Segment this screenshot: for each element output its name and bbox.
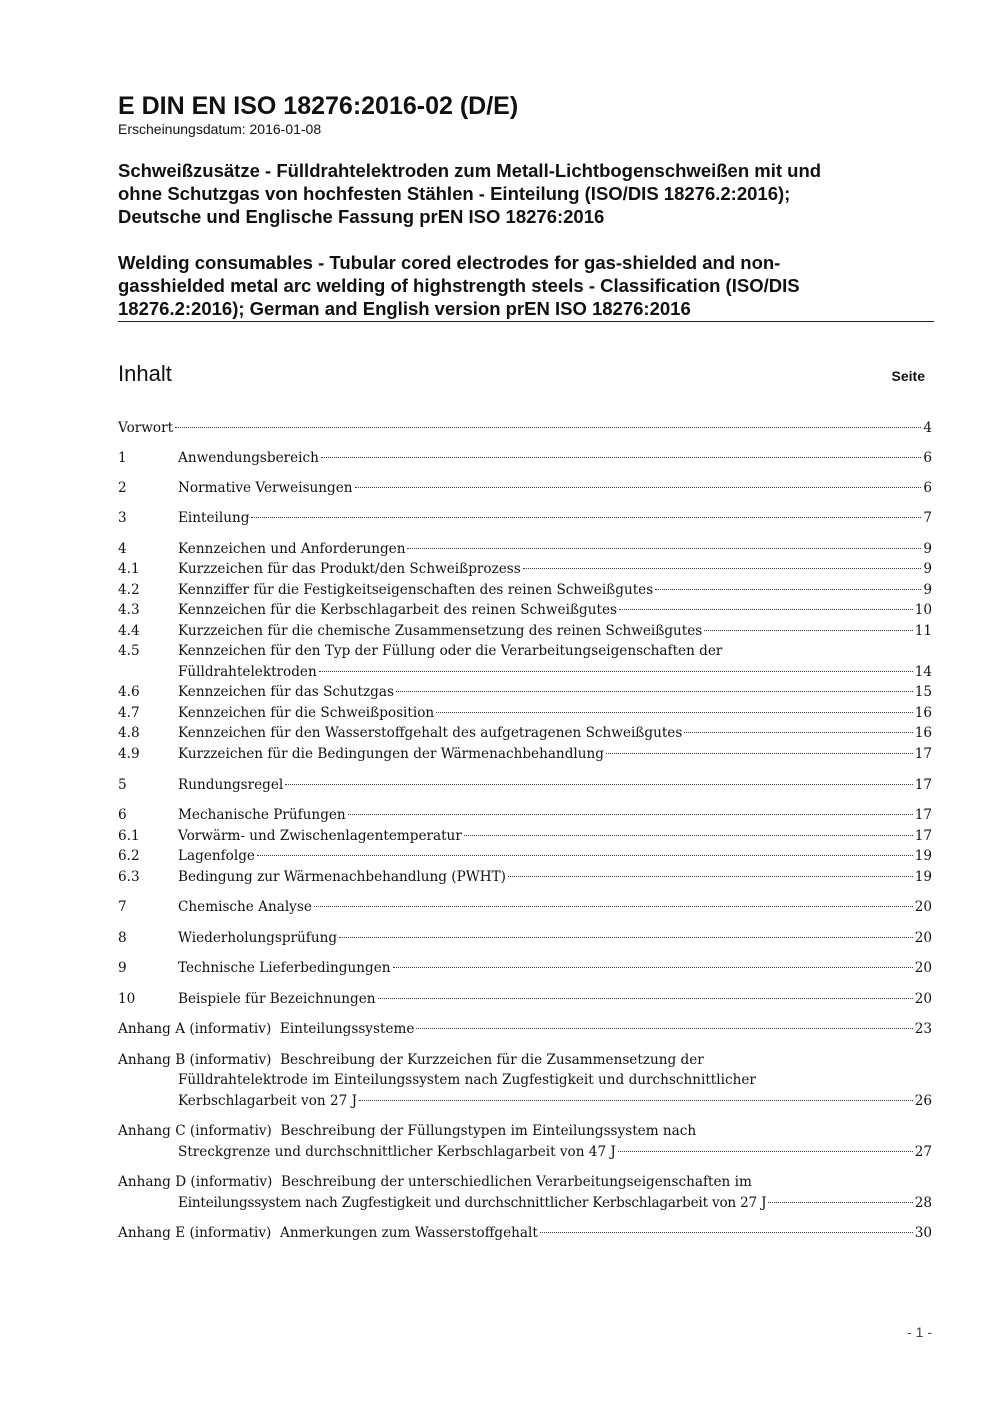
toc-leader (321, 457, 921, 458)
toc-leader (348, 814, 913, 815)
toc-entry-text: Anhang D (informativ) Beschreibung der unterschiedlichen Verarbeitungseigenschaften im (118, 1174, 752, 1190)
toc-entry-page: 16 (914, 705, 932, 721)
toc-leader (314, 906, 913, 907)
toc-leader (464, 835, 913, 836)
page-number: - 1 - (907, 1324, 932, 1340)
toc-entry-number: 4.3 (118, 602, 140, 618)
toc-entry-text: Kennzeichen für das Schutzgas (178, 684, 394, 700)
toc-entry-text: Kennzeichen und Anforderungen (178, 541, 406, 557)
toc-entry-page: 17 (914, 746, 932, 762)
toc-entry-page: 23 (914, 1021, 932, 1037)
toc-entry-text: Einteilung (178, 510, 250, 526)
toc-entry-number: 4.4 (118, 623, 140, 639)
toc-entry-page: 17 (914, 777, 932, 793)
toc-leader (378, 998, 913, 999)
toc-entry-text: Kerbschlagarbeit von 27 J (178, 1093, 358, 1109)
toc-entry-page: 20 (914, 960, 932, 976)
english-title-line: 18276.2:2016); German and English version prEN ISO 18276:2016 (118, 298, 691, 319)
toc-entry-page: 16 (914, 725, 932, 741)
toc-entry-text: Kennzeichen für den Typ der Füllung oder die Verarbeitungseigenschaften der (178, 643, 723, 659)
german-title-line: ohne Schutzgas von hochfesten Stählen - Einteilung (ISO/DIS 18276.2:2016); (118, 183, 791, 204)
toc-entry[interactable] (118, 775, 932, 795)
toc-entry-continuation[interactable] (178, 1193, 932, 1213)
toc-entry[interactable] (118, 928, 932, 948)
toc-entry-text: Anhang C (informativ) Beschreibung der Füllungstypen im Einteilungssystem nach (118, 1123, 697, 1139)
toc-entry-number: 10 (118, 991, 136, 1007)
toc-entry[interactable] (118, 744, 932, 764)
document-id: E DIN EN ISO 18276:2016-02 (D/E) (118, 92, 519, 120)
german-title (118, 159, 918, 228)
toc-entry-page: 7 (923, 510, 932, 526)
toc-entry-text: Kennzeichen für den Wasserstoffgehalt des aufgetragenen Schweißgutes (178, 725, 683, 741)
toc-leader (285, 784, 912, 785)
toc-leader (396, 691, 913, 692)
toc-entry-number: 4.2 (118, 582, 140, 598)
toc-entry-page: 9 (923, 561, 932, 577)
toc-leader (175, 427, 921, 428)
title-divider (118, 321, 934, 322)
toc-entry[interactable] (118, 641, 932, 661)
toc-entry[interactable] (118, 826, 932, 846)
toc-leader (355, 487, 922, 488)
toc-entry[interactable] (118, 559, 932, 579)
toc-entry-page: 30 (914, 1225, 932, 1241)
toc-leader (655, 589, 921, 590)
toc-entry-text: Streckgrenze und durchschnittlicher Kerbschlagarbeit von 47 J (178, 1144, 616, 1160)
german-title-line: Deutsche und Englische Fassung prEN ISO 18276:2016 (118, 206, 605, 227)
toc-entry-page: 17 (914, 828, 932, 844)
toc-entry-page: 20 (914, 930, 932, 946)
toc-entry-number: 2 (118, 480, 127, 496)
toc-entry-number: 6.2 (118, 848, 140, 864)
toc-entry-number: 4.6 (118, 684, 140, 700)
toc-entry-text: Einteilungssystem nach Zugfestigkeit und durchschnittlicher Kerbschlagarbeit von 27 J (178, 1195, 767, 1211)
toc-entry-number: 5 (118, 777, 127, 793)
toc-entry[interactable] (118, 1050, 932, 1070)
toc-entry[interactable] (118, 621, 932, 641)
toc-entry-text: Kurzzeichen für das Produkt/den Schweißprozess (178, 561, 521, 577)
toc-entry-text: Normative Verweisungen (178, 480, 353, 496)
toc-entry-number: 4.5 (118, 643, 140, 659)
toc-entry-continuation[interactable] (178, 1142, 932, 1162)
toc-entry[interactable] (118, 478, 932, 498)
toc-entry[interactable] (118, 723, 932, 743)
toc-entry-text: Technische Lieferbedingungen (178, 960, 391, 976)
toc-entry-text: Beispiele für Bezeichnungen (178, 991, 376, 1007)
toc-entry-text: Bedingung zur Wärmenachbehandlung (PWHT) (178, 869, 506, 885)
toc-entry[interactable] (118, 600, 932, 620)
toc-entry-continuation[interactable] (178, 1070, 932, 1090)
toc-entry-text: Mechanische Prüfungen (178, 807, 346, 823)
toc-entry[interactable] (118, 989, 932, 1009)
toc-entry-text: Kennziffer für die Festigkeitseigenschaften des reinen Schweißgutes (178, 582, 654, 598)
toc-entry-number: 4.9 (118, 746, 140, 762)
toc-entry-page: 20 (914, 991, 932, 1007)
toc-leader (768, 1202, 912, 1203)
toc-entry-page: 27 (914, 1144, 932, 1160)
toc-leader (436, 712, 913, 713)
toc-entry[interactable] (118, 897, 932, 917)
toc-entry-text: Vorwärm- und Zwischenlagentemperatur (178, 828, 462, 844)
toc-leader (339, 937, 913, 938)
toc-entry-page: 17 (914, 807, 932, 823)
toc-leader (257, 855, 913, 856)
toc-entry-text: Vorwort (118, 420, 174, 436)
toc-entry-text: Kurzzeichen für die Bedingungen der Wärmenachbehandlung (178, 746, 604, 762)
page-column-label: Seite (891, 368, 925, 384)
toc-leader (393, 967, 913, 968)
toc-entry-page: 26 (914, 1093, 932, 1109)
toc-leader (619, 609, 913, 610)
english-title-line: Welding consumables - Tubular cored electrodes for gas-shielded and non- (118, 252, 781, 273)
toc-leader (704, 630, 912, 631)
toc-entry-number: 6.1 (118, 828, 140, 844)
toc-leader (684, 732, 912, 733)
toc-entry-page: 9 (923, 541, 932, 557)
toc-entry[interactable] (118, 958, 932, 978)
toc-entry-number: 9 (118, 960, 127, 976)
toc-leader (359, 1100, 913, 1101)
toc-entry-page: 14 (914, 664, 932, 680)
toc-entry-page: 9 (923, 582, 932, 598)
toc-entry-text: Anhang B (informativ) Beschreibung der Kurzzeichen für die Zusammensetzung der (118, 1052, 704, 1068)
toc-entry-number: 8 (118, 930, 127, 946)
toc-leader (407, 548, 921, 549)
english-title (118, 251, 918, 320)
toc-entry[interactable] (118, 1172, 932, 1192)
toc-entry[interactable] (118, 1223, 932, 1243)
toc-entry-text: Chemische Analyse (178, 899, 312, 915)
toc-entry-number: 1 (118, 450, 127, 466)
toc-entry[interactable] (118, 418, 932, 438)
toc-entry-number: 4 (118, 541, 127, 557)
toc-entry-text: Kennzeichen für die Schweißposition (178, 705, 435, 721)
toc-entry[interactable] (118, 867, 932, 887)
toc-leader (319, 671, 913, 672)
toc-entry-text: Lagenfolge (178, 848, 255, 864)
toc-entry[interactable] (118, 539, 932, 559)
toc-entry-page: 19 (914, 869, 932, 885)
german-title-line: Schweißzusätze - Fülldrahtelektroden zum Metall-Lichtbogenschweißen mit und (118, 160, 822, 181)
toc-entry-text: Rundungsregel (178, 777, 284, 793)
toc-entry[interactable] (118, 508, 932, 528)
toc-entry-number: 4.1 (118, 561, 140, 577)
toc-entry-text: Kennzeichen für die Kerbschlagarbeit des reinen Schweißgutes (178, 602, 617, 618)
toc-entry-page: 10 (914, 602, 932, 618)
toc-entry-number: 6.3 (118, 869, 140, 885)
toc-entry-text: Anhang E (informativ) Anmerkungen zum Wasserstoffgehalt (118, 1225, 538, 1241)
toc-entry-continuation[interactable] (178, 1091, 932, 1111)
toc-entry-number: 4.7 (118, 705, 140, 721)
toc-leader (523, 568, 922, 569)
toc-leader (508, 876, 913, 877)
toc-entry-number: 3 (118, 510, 127, 526)
toc-leader (251, 517, 921, 518)
toc-entry[interactable] (118, 805, 932, 825)
toc-leader (416, 1028, 912, 1029)
toc-entry-page: 4 (923, 420, 932, 436)
toc-entry-page: 11 (914, 623, 932, 639)
english-title-line: gasshielded metal arc welding of highstrength steels - Classification (ISO/DIS (118, 275, 800, 296)
toc-leader (606, 753, 913, 754)
toc-entry-page: 20 (914, 899, 932, 915)
toc-entry[interactable] (118, 1019, 932, 1039)
toc-entry-number: 7 (118, 899, 127, 915)
toc-entry-page: 6 (923, 480, 932, 496)
toc-entry[interactable] (118, 682, 932, 702)
toc-entry-page: 28 (914, 1195, 932, 1211)
toc-entry[interactable] (118, 1121, 932, 1141)
toc-leader (540, 1232, 913, 1233)
publication-date: Erscheinungsdatum: 2016-01-08 (118, 121, 322, 137)
toc-entry-page: 15 (914, 684, 932, 700)
toc-entry-number: 6 (118, 807, 127, 823)
toc-leader (618, 1151, 913, 1152)
toc-entry[interactable] (118, 580, 932, 600)
toc-entry-text: Anhang A (informativ) Einteilungssysteme (118, 1021, 415, 1037)
toc-entry-page: 19 (914, 848, 932, 864)
contents-heading: Inhalt (118, 361, 172, 386)
toc-entry-number: 4.8 (118, 725, 140, 741)
toc-entry-text: Fülldrahtelektrode im Einteilungssystem nach Zugfestigkeit und durchschnittlicher (178, 1072, 756, 1088)
toc-entry-text: Wiederholungsprüfung (178, 930, 338, 946)
toc-entry[interactable] (118, 846, 932, 866)
toc-entry-page: 6 (923, 450, 932, 466)
toc-entry-continuation[interactable] (118, 662, 932, 682)
toc-entry[interactable] (118, 703, 932, 723)
toc-entry[interactable] (118, 448, 932, 468)
toc-entry-text: Anwendungsbereich (178, 450, 319, 466)
toc-entry-text: Fülldrahtelektroden (178, 664, 317, 680)
toc-entry-text: Kurzzeichen für die chemische Zusammensetzung des reinen Schweißgutes (178, 623, 703, 639)
